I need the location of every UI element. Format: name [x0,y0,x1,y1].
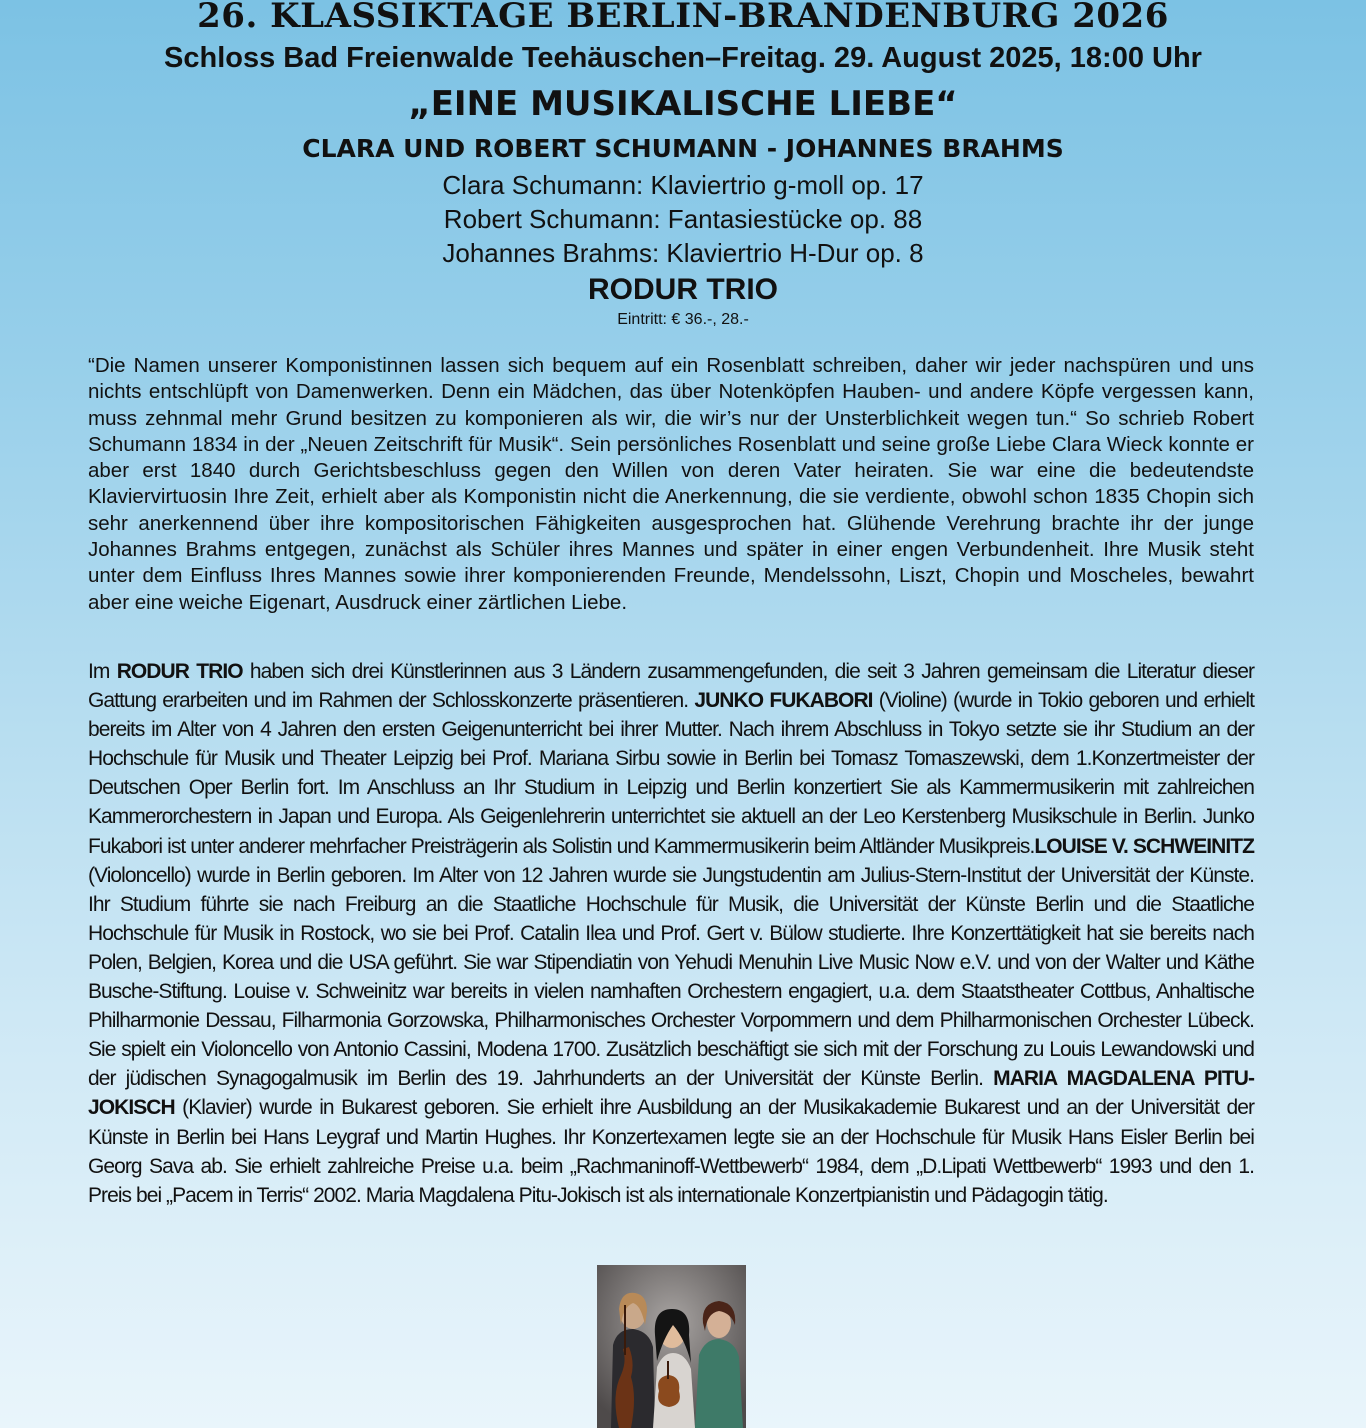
concert-title: „EINE MUSIKALISCHE LIEBE“ [408,84,958,124]
program-list [0,168,1366,270]
cellist-name: LOUISE V. SCHWEINITZ [1034,834,1255,858]
violinist-name: JUNKO FUKABORI [694,689,873,713]
bio-text: haben sich drei Künstlerinnen aus 3 Ländern zusammengefunden, die seit 3 Jahren gemeinsam die Literatur dieser Gattung erarbeiten und im Rahmen der Schlosskonzerte präsentieren. [88,660,1254,713]
ensemble-name: RODUR TRIO [588,273,778,306]
program-item: Clara Schumann: Klaviertrio g-moll op. 17 [442,170,924,200]
pianist-name: MARIA MAGDALENA PITU-JOKISCH [88,1067,1254,1120]
trio-photo-image [597,1265,746,1428]
concert-subtitle: CLARA UND ROBERT SCHUMANN - JOHANNES BRAHMS [302,134,1064,163]
ensemble-name-bold: RODUR TRIO [116,660,243,683]
intro-paragraph: “Die Namen unserer Komponistinnen lassen sich bequem auf ein Rosenblatt schreiben, daher wir jeder nachspüren und uns nichts entschlüpft von Damenwerken. Denn ein Mädchen, das über Notenköpfen Hauben- und andere Köpfe vergessen kann, muss zehnmal mehr Grund besitzen zu komponieren als wir, die wir’s nur der Unsterblichkeit wegen tun.“ So schrieb Robert Schumann 1834 in der „Neuen Zeitschrift für Musik“. Sein persönliches Rosenblatt und seine große Liebe Clara Wieck konnte er aber erst 1840 durch Gerichtsbeschluss gegen den Willen von deren Vater heiraten. Sie war eine die bedeutendste Klaviervirtuosin Ihre Zeit, erhielt aber als Komponistin nicht die Anerkennung, die sie verdiente, obwohl schon 1835 Chopin sich sehr anerkennend über ihre kompositorischen Fähigkeiten ausgesprochen hat. Glühende Verehrung brachte ihr der junge Johannes Brahms entgegen, zunächst als Schüler ihres Mannes und später in einer engen Verbundenheit. Ihre Musik steht unter dem Einfluss Ihres Mannes sowie ihrer komponierenden Freunde, Mendelssohn, Liszt, Chopin und Moscheles, bewahrt aber eine weiche Eigenart, Ausdruck einer zärtlichen Liebe. [88,354,1254,614]
program-item: Johannes Brahms: Klaviertrio H-Dur op. 8 [442,238,924,268]
festival-title: 26. KLASSIKTAGE BERLIN-BRANDENBURG 2026 [197,0,1169,36]
bio-text: (Klavier) wurde in Bukarest geboren. Sie erhielt ihre Ausbildung an der Musikakademie Bukarest und an der Universität der Künste in Berlin bei Hans Leygraf und Martin Hughes. Ihr Konzertexamen legte sie an der Hochschule für Musik Hans Eisler Berlin bei Georg Sava ab. Sie erhielt zahlreiche Preise u.a. beim „Rachmaninoff-Wettbewerb“ 1984, dem „D.Lipati Wettbewerb“ 1993 und den 1. Preis bei „Pacem in Terris“ 2002. Maria Magdalena Pitu-Jokisch ist als internationale Konzertpianistin und Pädagogin tätig. [88,1096,1254,1207]
biography-paragraph [88,657,1254,1210]
trio-photo [597,1265,746,1428]
bio-text: (Violine) (wurde in Tokio geboren und erhielt bereits im Alter von 4 Jahren den ersten Geigenunterricht bei ihrer Mutter. Nach ihrem Abschluss in Tokyo setzte sie ihr Studium an der Hochschule für Musik und Theater Leipzig bei Prof. Mariana Sirbu sowie in Berlin bei Tomasz Tomaszewski, dem 1.Konzertmeister der Deutschen Oper Berlin fort. Im Anschluss an Ihr Studium in Leipzig und Berlin konzertiert Sie als Kammermusikerin mit zahlreichen Kammerorchestern in Japan und Europa. Als Geigenlehrerin unterrichtet sie aktuell an der Leo Kerstenberg Musikschule in Berlin. Junko Fukabori ist unter anderer mehrfacher Preisträgerin als Solistin und Kammermusikerin beim Altländer Musikpreis. [88,689,1254,858]
program-item: Robert Schumann: Fantasiestücke op. 88 [443,204,923,234]
bio-text: (Violoncello) wurde in Berlin geboren. Im Alter von 12 Jahren wurde sie Jungstudentin am Julius-Stern-Institut der Universität der Künste. Ihr Studium führte sie nach Freiburg an die Staatliche Hochschule für Musik, die Universität der Künste Berlin und die Staatliche Hochschule für Musik in Rostock, wo sie bei Prof. Catalin Ilea und Prof. Gert v. Bülow studierte. Ihre Konzerttätigkeit hat sie bereits nach Polen, Belgien, Korea und die USA geführt. Sie war Stipendiatin von Yehudi Menuhin Live Music Now e.V. und von der Walter und Käthe Busche-Stiftung. Louise v. Schweinitz war bereits in vielen namhaften Orchestern engagiert, u.a. dem Staatstheater Cottbus, Anhaltische Philharmonie Dessau, Filharmonia Gorzowska, Philharmonisches Orchester Vorpommern und dem Philharmonischen Orchester Lübeck. Sie spielt ein Violoncello von Antonio Cassini, Modena 1700. Zusätzlich beschäftigt sie sich mit der Forschung zu Louis Lewandowski und der jüdischen Synagogalmusik im Berlin des 19. Jahrhunderts an der Universität der Künste Berlin. [88,863,1254,1091]
bio-text: Im [88,660,117,683]
admission-price: Eintritt: € 36.-, 28.- [617,311,749,328]
venue-date-line: Schloss Bad Freienwalde Teehäuschen–Freitag. 29. August 2025, 18:00 Uhr [164,42,1202,74]
